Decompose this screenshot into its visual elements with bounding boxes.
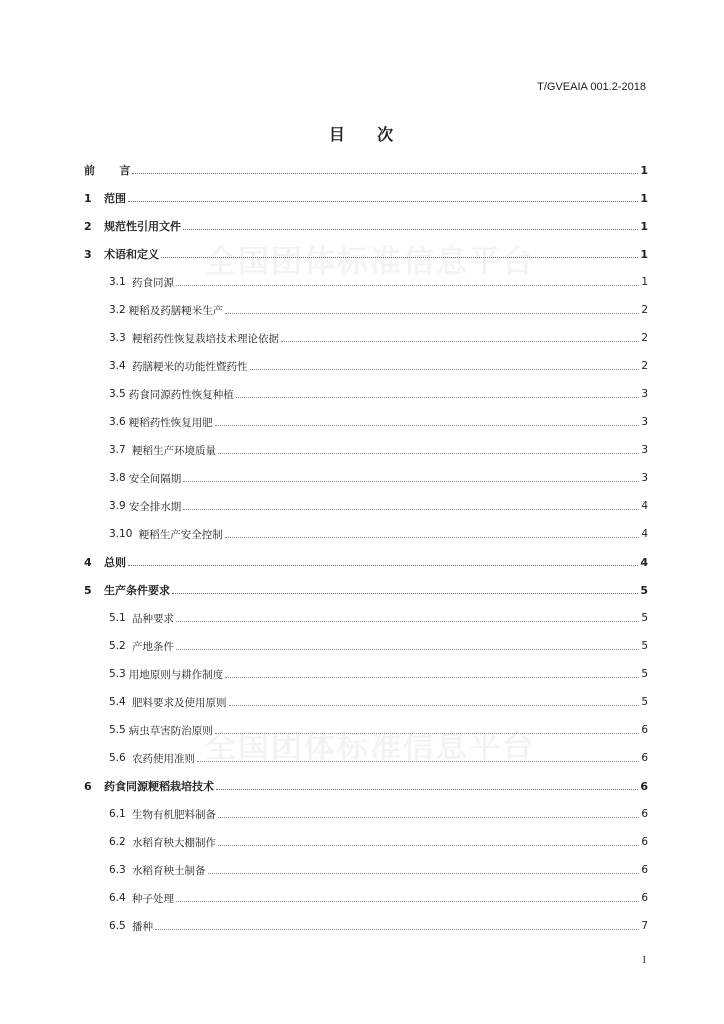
toc-entry-label: 术语和定义: [104, 248, 159, 261]
toc-entry[interactable]: [84, 184, 648, 212]
toc-dot-leader: [218, 453, 639, 454]
toc-entry-number: 5.5: [109, 724, 126, 736]
toc-entry-page: 6: [640, 779, 648, 793]
toc-dot-leader: [229, 705, 640, 706]
toc-entry-label: 生产条件要求: [104, 584, 170, 597]
toc-entry[interactable]: [84, 576, 648, 604]
toc-dot-leader: [225, 313, 639, 314]
toc-entry-label: 总则: [104, 556, 126, 569]
toc-dot-leader: [176, 649, 639, 650]
toc-entry-page: 2: [641, 332, 648, 344]
toc-entry-label: 粳稻药性恢复用肥: [128, 416, 213, 429]
toc-entry-label: 言: [104, 164, 131, 177]
toc-entry-number: 前: [84, 164, 95, 177]
toc-entry-page: 1: [640, 247, 648, 261]
toc-entry-number: 2: [84, 219, 92, 233]
toc-entry-label: 水稻育秧大棚制作: [128, 836, 217, 849]
toc-entry-page: 3: [641, 416, 648, 428]
toc-entry[interactable]: [84, 660, 648, 688]
toc-entry-label: 水稻育秧土制备: [128, 864, 206, 877]
toc-entry-page: 2: [641, 360, 648, 372]
toc-entry-number: 3.3: [109, 332, 126, 344]
toc-entry-number: 3.5: [109, 388, 126, 400]
toc-dot-leader: [197, 761, 639, 762]
toc-entry-label: 用地原则与耕作制度: [128, 668, 224, 681]
toc-entry-page: 5: [641, 612, 648, 624]
toc-entry-number: 3.6: [109, 416, 126, 428]
toc-dot-leader: [215, 733, 640, 734]
toc-entry[interactable]: [84, 436, 648, 464]
toc-entry-page: 6: [641, 864, 648, 876]
toc-entry-number: 3.10: [109, 528, 133, 540]
toc-dot-leader: [172, 593, 638, 594]
toc-entry-page: 3: [641, 444, 648, 456]
toc-entry-number: 3.9: [109, 500, 126, 512]
table-of-contents: [84, 156, 648, 940]
toc-dot-leader: [161, 257, 638, 258]
toc-entry-number: 3: [84, 247, 92, 261]
toc-entry-label: 药食同源粳稻栽培技术: [104, 780, 214, 793]
toc-entry[interactable]: [84, 688, 648, 716]
toc-dot-leader: [183, 229, 638, 230]
toc-entry-page: 6: [641, 724, 648, 736]
toc-entry-page: 5: [640, 583, 648, 597]
toc-entry-label: 粳稻药性恢复栽培技术理论依据: [128, 332, 280, 345]
toc-entry-number: 4: [84, 555, 92, 569]
toc-entry-number: 6.1: [109, 808, 126, 820]
toc-entry-number: 5.6: [109, 752, 126, 764]
toc-entry-page: 1: [640, 191, 648, 205]
toc-entry-page: 6: [641, 752, 648, 764]
toc-dot-leader: [218, 845, 639, 846]
toc-entry[interactable]: [84, 324, 648, 352]
toc-dot-leader: [208, 873, 640, 874]
toc-dot-leader: [225, 537, 640, 538]
toc-entry[interactable]: [84, 380, 648, 408]
toc-entry-number: 5: [84, 583, 92, 597]
toc-entry[interactable]: [84, 744, 648, 772]
toc-dot-leader: [236, 397, 640, 398]
toc-dot-leader: [250, 369, 640, 370]
toc-entry-page: 4: [641, 528, 648, 540]
toc-entry-label: 安全间隔期: [128, 472, 182, 485]
toc-entry-page: 2: [641, 304, 648, 316]
toc-entry-number: 1: [84, 191, 92, 205]
toc-dot-leader: [176, 901, 639, 902]
toc-entry-label: 病虫草害防治原则: [128, 724, 213, 737]
toc-entry-page: 1: [641, 276, 648, 288]
toc-entry-page: 7: [641, 920, 648, 932]
toc-entry-number: 5.3: [109, 668, 126, 680]
toc-dot-leader: [183, 481, 639, 482]
toc-entry-number: 3.2: [109, 304, 126, 316]
toc-entry-number: 3.1: [109, 276, 126, 288]
toc-dot-leader: [216, 789, 638, 790]
toc-dot-leader: [132, 173, 638, 174]
toc-entry-page: 6: [641, 808, 648, 820]
toc-entry-label: 安全排水期: [128, 500, 182, 513]
toc-entry-page: 4: [641, 500, 648, 512]
toc-entry[interactable]: [84, 492, 648, 520]
toc-dot-leader: [128, 565, 638, 566]
toc-entry[interactable]: [84, 800, 648, 828]
toc-entry[interactable]: [84, 632, 648, 660]
toc-entry-label: 肥料要求及使用原则: [128, 696, 227, 709]
toc-entry-label: 品种要求: [128, 612, 175, 625]
toc-dot-leader: [281, 341, 639, 342]
toc-entry-label: 规范性引用文件: [104, 220, 181, 233]
toc-entry-number: 3.4: [109, 360, 126, 372]
toc-entry-label: 粳稻生产环境质量: [128, 444, 217, 457]
toc-entry-label: 产地条件: [128, 640, 175, 653]
toc-dot-leader: [176, 285, 639, 286]
toc-dot-leader: [183, 509, 639, 510]
toc-entry-page: 6: [641, 892, 648, 904]
toc-entry-page: 6: [641, 836, 648, 848]
toc-dot-leader: [128, 201, 638, 202]
toc-dot-leader: [176, 621, 639, 622]
toc-entry-number: 6: [84, 779, 92, 793]
toc-entry-label: 粳稻及药膳粳米生产: [128, 304, 224, 317]
toc-entry[interactable]: [84, 240, 648, 268]
toc-entry[interactable]: [84, 828, 648, 856]
toc-dot-leader: [215, 425, 640, 426]
toc-entry-label: 药食同源: [128, 276, 175, 289]
toc-entry-label: 生物有机肥料制备: [128, 808, 217, 821]
toc-entry[interactable]: [84, 856, 648, 884]
toc-entry[interactable]: [84, 268, 648, 296]
toc-entry-number: 5.2: [109, 640, 126, 652]
page-number: I: [642, 955, 646, 966]
toc-entry-page: 1: [640, 219, 648, 233]
toc-entry[interactable]: [84, 464, 648, 492]
toc-entry[interactable]: [84, 548, 648, 576]
toc-entry[interactable]: [84, 156, 648, 184]
toc-entry-page: 3: [641, 388, 648, 400]
toc-entry-page: 5: [641, 668, 648, 680]
toc-entry-number: 6.4: [109, 892, 126, 904]
toc-entry-page: 4: [640, 555, 648, 569]
toc-entry-label: 范围: [104, 192, 126, 205]
toc-entry-number: 3.8: [109, 472, 126, 484]
toc-entry-number: 5.1: [109, 612, 126, 624]
toc-dot-leader: [218, 817, 639, 818]
toc-entry-label: 农药使用准则: [128, 752, 196, 765]
toc-entry-number: 5.4: [109, 696, 126, 708]
toc-entry[interactable]: [84, 296, 648, 324]
toc-dot-leader: [155, 929, 639, 930]
toc-entry[interactable]: [84, 912, 648, 940]
toc-entry-label: 药膳粳米的功能性暨药性: [128, 360, 248, 373]
toc-entry-label: 药食同源药性恢复种植: [128, 388, 234, 401]
toc-entry[interactable]: [84, 520, 648, 548]
toc-entry[interactable]: [84, 772, 648, 800]
toc-entry[interactable]: [84, 716, 648, 744]
toc-entry-number: 3.7: [109, 444, 126, 456]
toc-entry-number: 6.3: [109, 864, 126, 876]
toc-entry[interactable]: [84, 212, 648, 240]
toc-entry[interactable]: [84, 604, 648, 632]
toc-entry-page: 1: [640, 163, 648, 177]
toc-dot-leader: [225, 677, 639, 678]
toc-entry-label: 种子处理: [128, 892, 175, 905]
document-code: T/GVEAIA 001.2-2018: [537, 81, 646, 93]
toc-entry[interactable]: [84, 884, 648, 912]
toc-entry-page: 5: [641, 640, 648, 652]
toc-entry-label: 粳稻生产安全控制: [135, 528, 223, 541]
toc-entry[interactable]: [84, 408, 648, 436]
toc-entry-page: 5: [641, 696, 648, 708]
toc-entry-number: 6.2: [109, 836, 126, 848]
toc-entry[interactable]: [84, 352, 648, 380]
page-title: 目 次: [328, 125, 396, 144]
toc-entry-page: 3: [641, 472, 648, 484]
toc-entry-number: 6.5: [109, 920, 126, 932]
toc-entry-label: 播种: [128, 920, 154, 933]
